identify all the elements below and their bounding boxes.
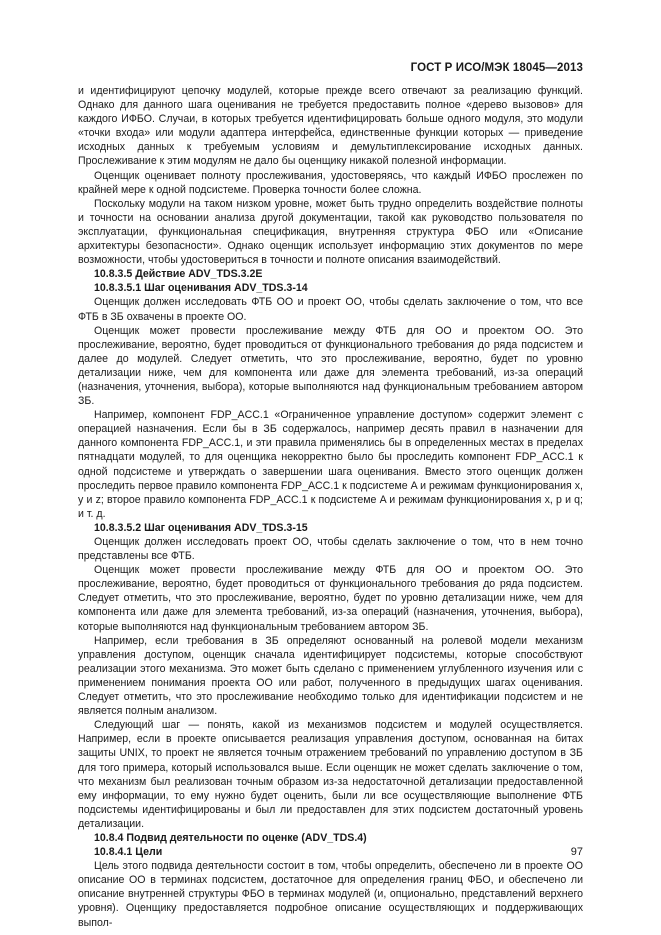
body-paragraph: и идентифицируют цепочку модулей, которые прежде всего отвечают за реализацию функций. Однако для данного шага оценивания не требуется предоставить полное «дерево вызовов» для каждого ИФБО. Случаи, в которых требуется идентифицировать больше одного модуля, это модули «точки входа» или модули адаптера интерфейса, единственные функции которых — приведение исходных данных к требуемым условиям и демультиплексирование исходных данных. Прослеживание к этим модулям не дало бы оценщику никакой полезной информации. bbox=[78, 85, 583, 168]
section-heading: 10.8.4 Подвид деятельности по оценке (ADV_TDS.4) bbox=[94, 831, 367, 844]
page-number: 97 bbox=[570, 846, 583, 858]
section-heading: 10.8.3.5 Действие ADV_TDS.3.2E bbox=[94, 268, 263, 281]
section-heading: 10.8.3.5.2 Шаг оценивания ADV_TDS.3-15 bbox=[94, 521, 308, 534]
body-paragraph: Оценщик должен исследовать ФТБ ОО и проект ОО, чтобы сделать заключение о том, что все ФТБ в ЗБ охвачены в проекте ОО. bbox=[78, 296, 583, 323]
body-paragraph: Цель этого подвида деятельности состоит в том, чтобы определить, обеспечено ли в проекте ОО описание ОО в терминах подсистем, достаточное для определения границ ФБО, и обеспечено ли описание внутренней структуры ФБО в терминах модулей (и, опционально, представлений верхнего уровня). Оценщику предоставляется подробное описание осуществляющих и поддерживающих выпол- bbox=[78, 860, 583, 929]
body-paragraph: Например, если требования в ЗБ определяют основанный на ролевой модели механизм управления доступом, оценщик сначала идентифицирует подсистемы, которые способствуют реализации этого механизма. Это может быть сделано с применением углубленного изучения или с применением понимания проекта ОО или работ, полученного в предыдущих шагах оценивания. Следует отметить, что это прослеживание необходимо только для идентификации подсистем и не является полным анализом. bbox=[78, 634, 583, 718]
section-heading: 10.8.3.5.1 Шаг оценивания ADV_TDS.3-14 bbox=[94, 282, 308, 295]
body-paragraph: Оценщик может провести прослеживание между ФТБ для ОО и проектом ОО. Это прослеживание, вероятно, будет проводиться от функционального требования до ряда подсистем и далее до модулей. Следует отметить, что это прослеживание, вероятно, будет по уровню детализации ниже, чем для компонента или даже для элемента требований, из-за операций (назначения, уточнения, выбора), которые выполняются над функциональным требованием автором ЗБ. bbox=[78, 324, 583, 408]
body-paragraph: Оценщик должен исследовать проект ОО, чтобы сделать заключение о том, что в нем точно представлены все ФТБ. bbox=[78, 536, 583, 563]
document-code-header: ГОСТ Р ИСО/МЭК 18045—2013 bbox=[410, 62, 583, 74]
body-paragraph: Поскольку модули на таком низком уровне, может быть трудно определить воздействие полноты и точности на основании анализа другой документации, такой как руководство пользователя по эксплуатации, функциональная спецификация, внутренняя структура ФБО или «Описание архитектуры безопасности». Однако оценщик использует информацию этих документов по мере возможности, чтобы удостовериться в точности и полноте описания взаимодействий. bbox=[78, 197, 583, 267]
section-heading: 10.8.4.1 Цели bbox=[94, 846, 163, 859]
body-paragraph: Оценщик оценивает полноту прослеживания, удостоверяясь, что каждый ИФБО прослежен по крайней мере к одной подсистеме. Проверка точности более сложна. bbox=[78, 169, 583, 196]
body-paragraph: Следующий шаг — понять, какой из механизмов подсистем и модулей осуществляется. Например, если в проекте описывается реализация управления доступом, основанная на битах защиты UNIX, то проект не является точным отражением требований по управлению доступом в ЗБ для того примера, который использовался выше. Если оценщик не может сделать заключение о том, что механизм был реализован точным образом из-за недостаточной детализации предоставленной ему информации, то ему нужно будет оценить, были ли все осуществляющие выполнение ФТБ подсистемы идентифицированы и был ли предоставлен для этих подсистем достаточный уровень детализации. bbox=[78, 719, 583, 830]
page-body-text bbox=[78, 84, 583, 930]
body-paragraph: Например, компонент FDP_ACC.1 «Ограниченное управление доступом» содержит элемент с операцией назначения. Если бы в ЗБ содержалось, например десять правил в назначении для данного компонента FDP_ACC.1, и эти правила применялись бы в определенных местах в пределах пятнадцати модулей, то для оценщика некорректно было бы проследить компонент FDP_ACC.1 к одной подсистеме и утверждать о завершении шага оценивания. Вместо этого оценщик должен проследить первое правило компонента FDP_ACC.1 к подсистеме A и режимам функционирования x, y и z; второе правило компонента FDP_ACC.1 к подсистеме A и режимам функционирования x, p и q; и т. д. bbox=[78, 409, 583, 520]
body-paragraph: Оценщик может провести прослеживание между ФТБ для ОО и проектом ОО. Это прослеживание, вероятно, будет проводиться от функционального требования до ряда подсистем. Следует отметить, что это прослеживание, вероятно, будет по уровню детализации ниже, чем для компонента или даже для элемента требований, из-за операций (назначения, уточнения, выбора), которые выполняются над функциональным требованием автором ЗБ. bbox=[78, 564, 583, 633]
